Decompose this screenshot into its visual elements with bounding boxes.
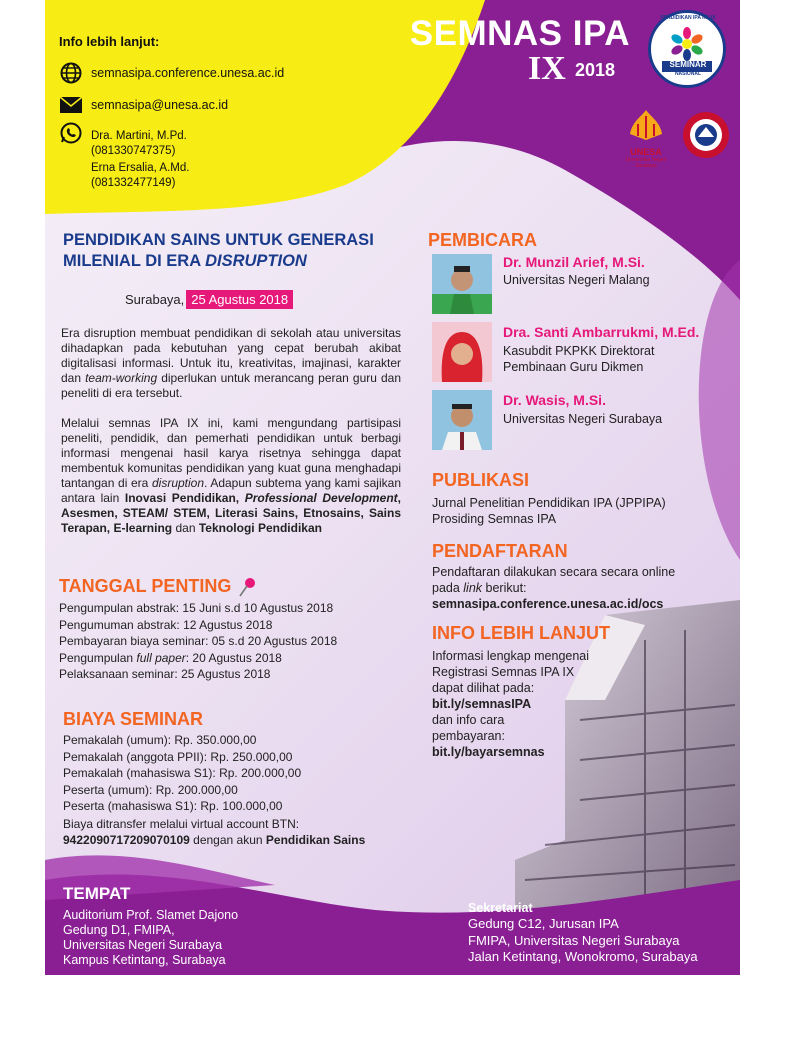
registration-link[interactable]: semnasipa.conference.unesa.ac.id/ocs: [432, 597, 664, 611]
contact-phone: (081332477149): [91, 177, 176, 189]
biaya-item: Peserta (umum): Rp. 200.000,00: [63, 782, 238, 797]
contact-phone: (081330747375): [91, 145, 176, 157]
sekretariat-address: [468, 916, 698, 966]
info-lanjut-text: [432, 648, 589, 760]
unesa-full-name: Universitas Negeri Surabaya: [625, 157, 667, 169]
subtheme: Teknologi Pendidikan: [198, 521, 322, 535]
subtheme: Inovasi Pendidikan,: [124, 491, 240, 505]
speaker-name: Dr. Munzil Arief, M.Si.: [503, 254, 645, 270]
info-lanjut-heading: INFO LEBIH LANJUT: [432, 623, 610, 643]
event-edition: IX: [528, 50, 566, 87]
bank-info: [63, 816, 365, 848]
intro-text: dan: [172, 521, 199, 535]
contact-persons: [91, 129, 189, 191]
pushpin-icon: [236, 576, 258, 603]
bank-line: Biaya ditransfer melalui virtual account BTN:: [63, 817, 300, 831]
intro-emphasis: team-working: [85, 371, 158, 385]
pendaftaran-line: berikut:: [482, 581, 527, 595]
theme-line1: PENDIDIKAN SAINS UNTUK GENERASI: [63, 231, 374, 249]
pendaftaran-emphasis: link: [463, 581, 483, 595]
contact-name: Erna Ersalia, A.Md.: [91, 162, 190, 174]
speaker-2: [503, 324, 699, 375]
account-number: 9422090717209070109: [63, 833, 190, 847]
tanggal-item: Pengumuman abstrak: 12 Agustus 2018: [59, 617, 273, 632]
partner-seal: [683, 112, 729, 158]
subtheme: , Asesmen, STEAM/ STEM, Literasi Sains, Etnosains, Sains Terapan, E-learning: [61, 491, 402, 535]
poster: [45, 0, 740, 975]
theme-emphasis: DISRUPTION: [205, 252, 307, 270]
theme-line2: MILENIAL DI ERA: [63, 252, 206, 270]
tanggal-heading-text: TANGGAL PENTING: [59, 576, 232, 596]
pendaftaran-heading: PENDAFTARAN: [432, 541, 568, 561]
intro-text: . Adapun subtema yang kami sajikan antara lain: [61, 476, 401, 505]
event-title: SEMNAS IPA: [409, 14, 630, 53]
date-badge: 25 Agustus 2018: [186, 290, 293, 309]
info-line: Informasi lengkap mengenai: [432, 649, 590, 663]
tempat-line: Universitas Negeri Surabaya: [63, 938, 223, 952]
pendaftaran-line: pada: [432, 581, 464, 595]
biaya-heading: BIAYA SEMINAR: [63, 709, 204, 729]
speaker-affiliation: Universitas Negeri Malang: [503, 273, 650, 287]
sekretariat-line: Jalan Ketintang, Wonokromo, Surabaya: [468, 949, 698, 964]
website-link[interactable]: semnasipa.conference.unesa.ac.id: [91, 66, 285, 80]
biaya-item: Pemakalah (umum): Rp. 350.000,00: [63, 733, 257, 747]
payment-link[interactable]: bit.ly/bayarsemnas: [432, 745, 545, 759]
unesa-name: UNESA: [630, 147, 662, 157]
unesa-logo: [615, 108, 677, 168]
intro-paragraph-2: [61, 416, 401, 536]
date-city: Surabaya,: [125, 292, 185, 307]
biaya-item: Pemakalah (mahasiswa S1): Rp. 200.000,00: [63, 766, 302, 781]
tanggal-heading: [59, 576, 258, 603]
contact-name: Dra. Martini, M.Pd.: [91, 130, 187, 142]
sekretariat-line: FMIPA, Universitas Negeri Surabaya: [468, 932, 680, 948]
pendaftaran-text: [432, 564, 675, 612]
info-link[interactable]: bit.ly/semnasIPA: [432, 697, 532, 711]
email-link[interactable]: semnasipa@unesa.ac.id: [91, 98, 229, 112]
tanggal-item: Pelaksanaan seminar: 25 Agustus 2018: [59, 667, 271, 682]
info-line: Registrasi Semnas IPA IX: [432, 665, 575, 679]
tanggal-item: [59, 650, 337, 667]
event-date: [125, 290, 293, 309]
logo-nasional-text: NASIONAL: [674, 71, 702, 77]
pendaftaran-line: Pendaftaran dilakukan secara secara online: [432, 565, 676, 579]
publikasi-item: Prosiding Semnas IPA: [432, 512, 557, 526]
tempat-line: Kampus Ketintang, Surabaya: [63, 953, 226, 967]
publikasi-list: [432, 495, 666, 527]
pembicara-heading: PEMBICARA: [428, 230, 538, 250]
tanggal-item-text: Pengumpulan: [59, 650, 137, 665]
website-row: [59, 62, 284, 84]
speaker-photo: [432, 322, 492, 382]
sekretariat-line: Gedung C12, Jurusan IPA: [468, 916, 619, 931]
email-row: [59, 94, 228, 116]
info-line: pembayaran:: [432, 729, 505, 743]
speaker-photo: [432, 254, 492, 314]
speaker-3: [503, 392, 662, 427]
speaker-affiliation: Universitas Negeri Surabaya: [503, 412, 663, 426]
tanggal-item-emphasis: full paper: [136, 650, 186, 665]
intro-paragraph-1: [61, 326, 401, 401]
speaker-photo: [432, 390, 492, 450]
info-line: dapat dilihat pada:: [432, 681, 535, 695]
intro-text: Melalui semnas IPA IX ini, kami mengundang partisipasi peneliti, pendidik, dan pemerhati pendidikan untuk berbagi informasi mengenai hasil karya risetnya sehingga dapat membentuk komunitas pendidikan yang kuat guna menghadapi tantangan di era: [61, 416, 401, 490]
tanggal-item: Pembayaran biaya seminar: 05 s.d 20 Agustus 2018: [59, 634, 338, 649]
info-line: dan info cara: [432, 713, 505, 727]
event-year: 2018: [575, 60, 616, 80]
envelope-icon: [59, 94, 83, 116]
logo-seminar-text: SEMINAR: [669, 60, 707, 69]
tempat-line: Gedung D1, FMIPA,: [63, 923, 175, 937]
bank-line: dengan akun: [189, 833, 266, 847]
biaya-item: Peserta (mahasiswa S1): Rp. 100.000,00: [63, 799, 283, 814]
tanggal-item: Pengumpulan abstrak: 15 Juni s.d 10 Agustus 2018: [59, 601, 334, 615]
globe-icon: [59, 62, 83, 84]
intro-text: diperlukan untuk merancang peran guru dan peneliti di era tersebut.: [61, 371, 402, 400]
intro-text: Era disruption membuat pendidikan di sekolah atau universitas dihadapkan pada kebutuhan yang cepat berubah akibat digitalisasi informasi. Untuk itu, kreativitas, imajinasi, karakter dan: [61, 326, 401, 385]
unesa-emblem: [626, 108, 666, 142]
publikasi-item: Jurnal Penelitian Pendidikan IPA (JPPIPA): [432, 496, 666, 510]
account-name: Pendidikan Sains: [265, 833, 366, 847]
tempat-line: Auditorium Prof. Slamet Dajono: [63, 908, 239, 922]
subtheme: Professional Development: [244, 491, 398, 505]
sekretariat-heading: Sekretariat: [468, 901, 533, 915]
tempat-address: [63, 908, 238, 968]
tanggal-item-text: : 20 Agustus 2018: [185, 650, 282, 665]
seminar-logo: [648, 10, 726, 88]
logo-top-text: PENDIDIKAN IPA KE-IX: [660, 15, 716, 21]
speaker-name: Dra. Santi Ambarrukmi, M.Ed.: [503, 324, 700, 340]
speaker-affiliation: Pembinaan Guru Dikmen: [503, 360, 644, 374]
intro-emphasis: disruption: [151, 476, 205, 490]
publikasi-heading: PUBLIKASI: [432, 470, 530, 490]
speaker-1: [503, 254, 650, 288]
tempat-heading: TEMPAT: [63, 884, 131, 903]
biaya-item: Pemakalah (anggota PPII): Rp. 250.000,00: [63, 749, 293, 764]
seminar-theme: [63, 230, 374, 272]
tanggal-list: [59, 600, 337, 683]
info-title: Info lebih lanjut:: [59, 34, 160, 49]
speaker-name: Dr. Wasis, M.Si.: [503, 392, 606, 408]
whatsapp-row: [59, 122, 91, 144]
speaker-affiliation: Kasubdit PKPKK Direktorat: [503, 344, 655, 358]
whatsapp-icon: [59, 122, 83, 144]
biaya-list: [63, 732, 301, 815]
